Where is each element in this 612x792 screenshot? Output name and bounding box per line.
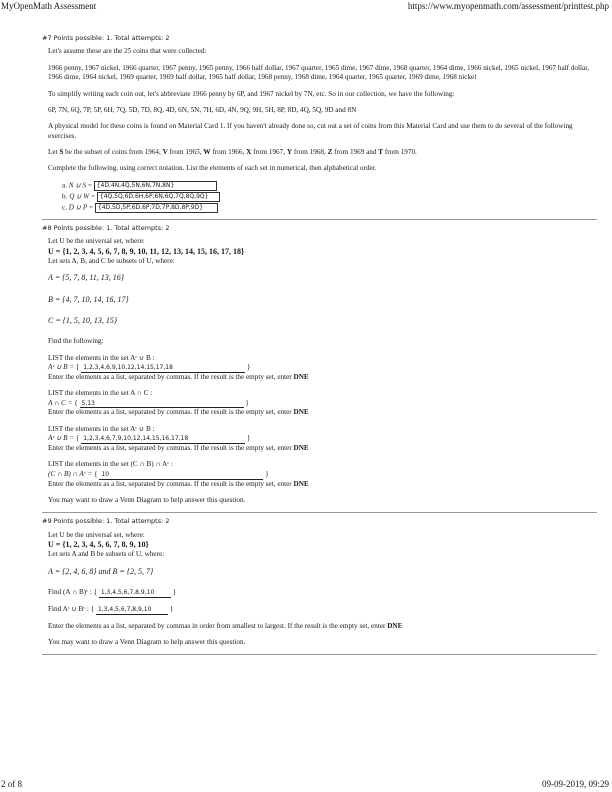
- question-9: [42, 517, 597, 647]
- q7-abbreviations: 6P, 7N, 6Q, 7P, 5P, 6H, 7Q, 5D, 7D, 8Q, 4D, 6N, 5N, 7H, 6D, 4N, 9Q, 9H, 5H, 8P, 8D, 4Q, 5Q, 9D and 8N: [48, 105, 357, 114]
- divider: [42, 654, 597, 655]
- q7-answer-b[interactable]: {4Q,5Q,6D,6H,6P,6N,6Q,7Q,8Q,9Q}: [97, 192, 220, 202]
- q8-let-universal: Let U be the universal set, where:: [48, 237, 145, 246]
- q9-instructions: Enter the elements as a list, separated by commas in order from smallest to largest. If the result is the empty set, enter DNE: [48, 621, 403, 630]
- q7-coin-list: 1966 penny, 1967 nickel, 1966 quarter, 1967 penny, 1965 penny, 1966 half dollar, 1967 quarter, 1965 dime, 1967 dime, 1968 quarter, 1964 dime, 1966 nickel, 1965 nickel, 1967 half dollar, 1966 dime, 1964 nickel, 1969 quarter, 1969 half dollar, 1965 half dollar, 1968 penny, 1968 dime, 1964 quarter, 1965 quarter, 1969 dime, 1968 nickel: [48, 63, 590, 82]
- q8-item-3: LIST the elements in the set Aᶜ ∪ B : Aᶜ ∪ B = { 1,2,3,4,6,7,9,10,12,14,15,16,17,18 } Enter the elements as a list, separated by commas. If the result is the empty set, enter DNE: [48, 424, 309, 452]
- q8-set-b: B = {4, 7, 10, 14, 16, 17}: [48, 294, 129, 304]
- q8-answer-1[interactable]: 1,2,3,4,6,9,10,12,14,15,17,18: [81, 364, 245, 373]
- divider: [42, 219, 597, 220]
- q8-let-sets: Let sets A, B, and C be subsets of U, where:: [48, 256, 175, 265]
- q7-part-b: b. Q ∪ W = {4Q,5Q,6D,6H,6P,6N,6Q,7Q,8Q,9Q}: [62, 192, 597, 202]
- question-7: [42, 34, 597, 213]
- q7-instructions: Complete the following, using correct notation. List the elements of each set in numerical, then alphabetical order.: [48, 164, 377, 173]
- q8-set-c: C = {1, 5, 10, 13, 15}: [48, 316, 118, 326]
- divider: [42, 512, 597, 513]
- question-8-header: #8 Points possible: 1. Total attempts: 2: [42, 223, 170, 232]
- question-7-header: #7 Points possible: 1. Total attempts: 2: [42, 34, 170, 42]
- q7-model: A physical model for these coins is found on Material Card 1. If you haven't already done so, cut out a set of coins from this Material Card and use them to do several of the following exercises.: [48, 122, 573, 140]
- q8-find: Find the following:: [48, 337, 104, 346]
- print-timestamp: 09-09-2019, 09:29: [542, 779, 609, 789]
- q9-answer-1[interactable]: 1,3,4,5,6,7,8,9,10: [99, 589, 171, 598]
- q7-subsets: Let S be the subset of coins from 1964, V from 1965, W from 1966, X from 1967, Y from 1968, Z from 1969 and T from 1970.: [48, 147, 417, 156]
- q7-intro: Let's assume these are the 25 coins that were collected:: [48, 47, 207, 56]
- q9-universal-set: U = {1, 2, 3, 4, 5, 6, 7, 8, 9, 10}: [48, 540, 149, 550]
- q7-parts: [62, 181, 597, 213]
- q9-set-defs: A = {2, 4, 6, 8} and B = {2, 5, 7}: [48, 566, 154, 576]
- q9-let-universal: Let U be the universal set, where:: [48, 530, 145, 539]
- q8-answer-3[interactable]: 1,2,3,4,6,7,9,10,12,14,15,16,17,18: [81, 435, 245, 444]
- question-9-header: #9 Points possible: 1. Total attempts: 2: [42, 517, 170, 526]
- q7-answer-c[interactable]: {4D,5D,5P,6D,6P,7D,7P,8D,8P,9D}: [95, 203, 218, 213]
- q9-answer-2[interactable]: 1,3,4,5,6,7,8,9,10: [96, 606, 168, 615]
- q9-find-1: Find (A ∩ B)ᶜ : { 1,3,4,5,6,7,8,9,10 }: [48, 588, 177, 597]
- q7-part-a: a. N ∪ S = {4D,4N,4Q,5N,6N,7N,8N}: [62, 181, 597, 191]
- q8-venn-hint: You may want to draw a Venn Diagram to help answer this question.: [48, 495, 246, 504]
- q7-simplify: To simplify writing each coin out, let's abbreviate 1966 penny by 6P, and 1967 nickel by 7N, etc. So in our collection, we have the following:: [48, 89, 455, 98]
- q8-set-a: A = {5, 7, 8, 11, 13, 16}: [48, 273, 124, 283]
- assessment-content: [42, 34, 597, 659]
- question-8: [42, 224, 597, 506]
- q9-find-2: Find Aᶜ ∪ Bᶜ : { 1,3,4,5,6,7,8,9,10 }: [48, 604, 174, 613]
- q8-item-4: LIST the elements in the set (C ∩ B) ∩ Aᶜ : (C ∩ B) ∩ Aᶜ = { 10 } Enter the elements as a list, separated by commas. If the result is the empty set, enter DNE: [48, 460, 309, 488]
- print-header-url: https://www.myopenmath.com/assessment/printtest.php: [407, 1, 609, 11]
- q9-venn-hint: You may want to draw a Venn Diagram to help answer this question.: [48, 638, 246, 647]
- page-number: 2 of 8: [1, 779, 22, 789]
- q8-universal-set: U = {1, 2, 3, 4, 5, 6, 7, 8, 9, 10, 11, 12, 13, 14, 15, 16, 17, 18}: [48, 246, 245, 256]
- q7-part-c: c. D ∪ P = {4D,5D,5P,6D,6P,7D,7P,8D,8P,9D}: [62, 203, 597, 213]
- q7-answer-a[interactable]: {4D,4N,4Q,5N,6N,7N,8N}: [94, 181, 217, 191]
- q9-let-sets: Let sets A and B be subsets of U, where:: [48, 550, 165, 559]
- q8-item-1: LIST the elements in the set Aᶜ ∪ B : Aᶜ ∪ B = { 1,2,3,4,6,9,10,12,14,15,17,18 } Enter the elements as a list, separated by commas. If the result is the empty set, enter DNE: [48, 353, 309, 381]
- print-header-title: MyOpenMath Assessment: [1, 1, 97, 11]
- q8-item-2: LIST the elements in the set A ∩ C : A ∩ C = { 5,13 } Enter the elements as a list, separated by commas. If the result is the empty set, enter DNE: [48, 389, 309, 417]
- q8-answer-2[interactable]: 5,13: [80, 400, 244, 409]
- q8-answer-4[interactable]: 10: [99, 471, 263, 480]
